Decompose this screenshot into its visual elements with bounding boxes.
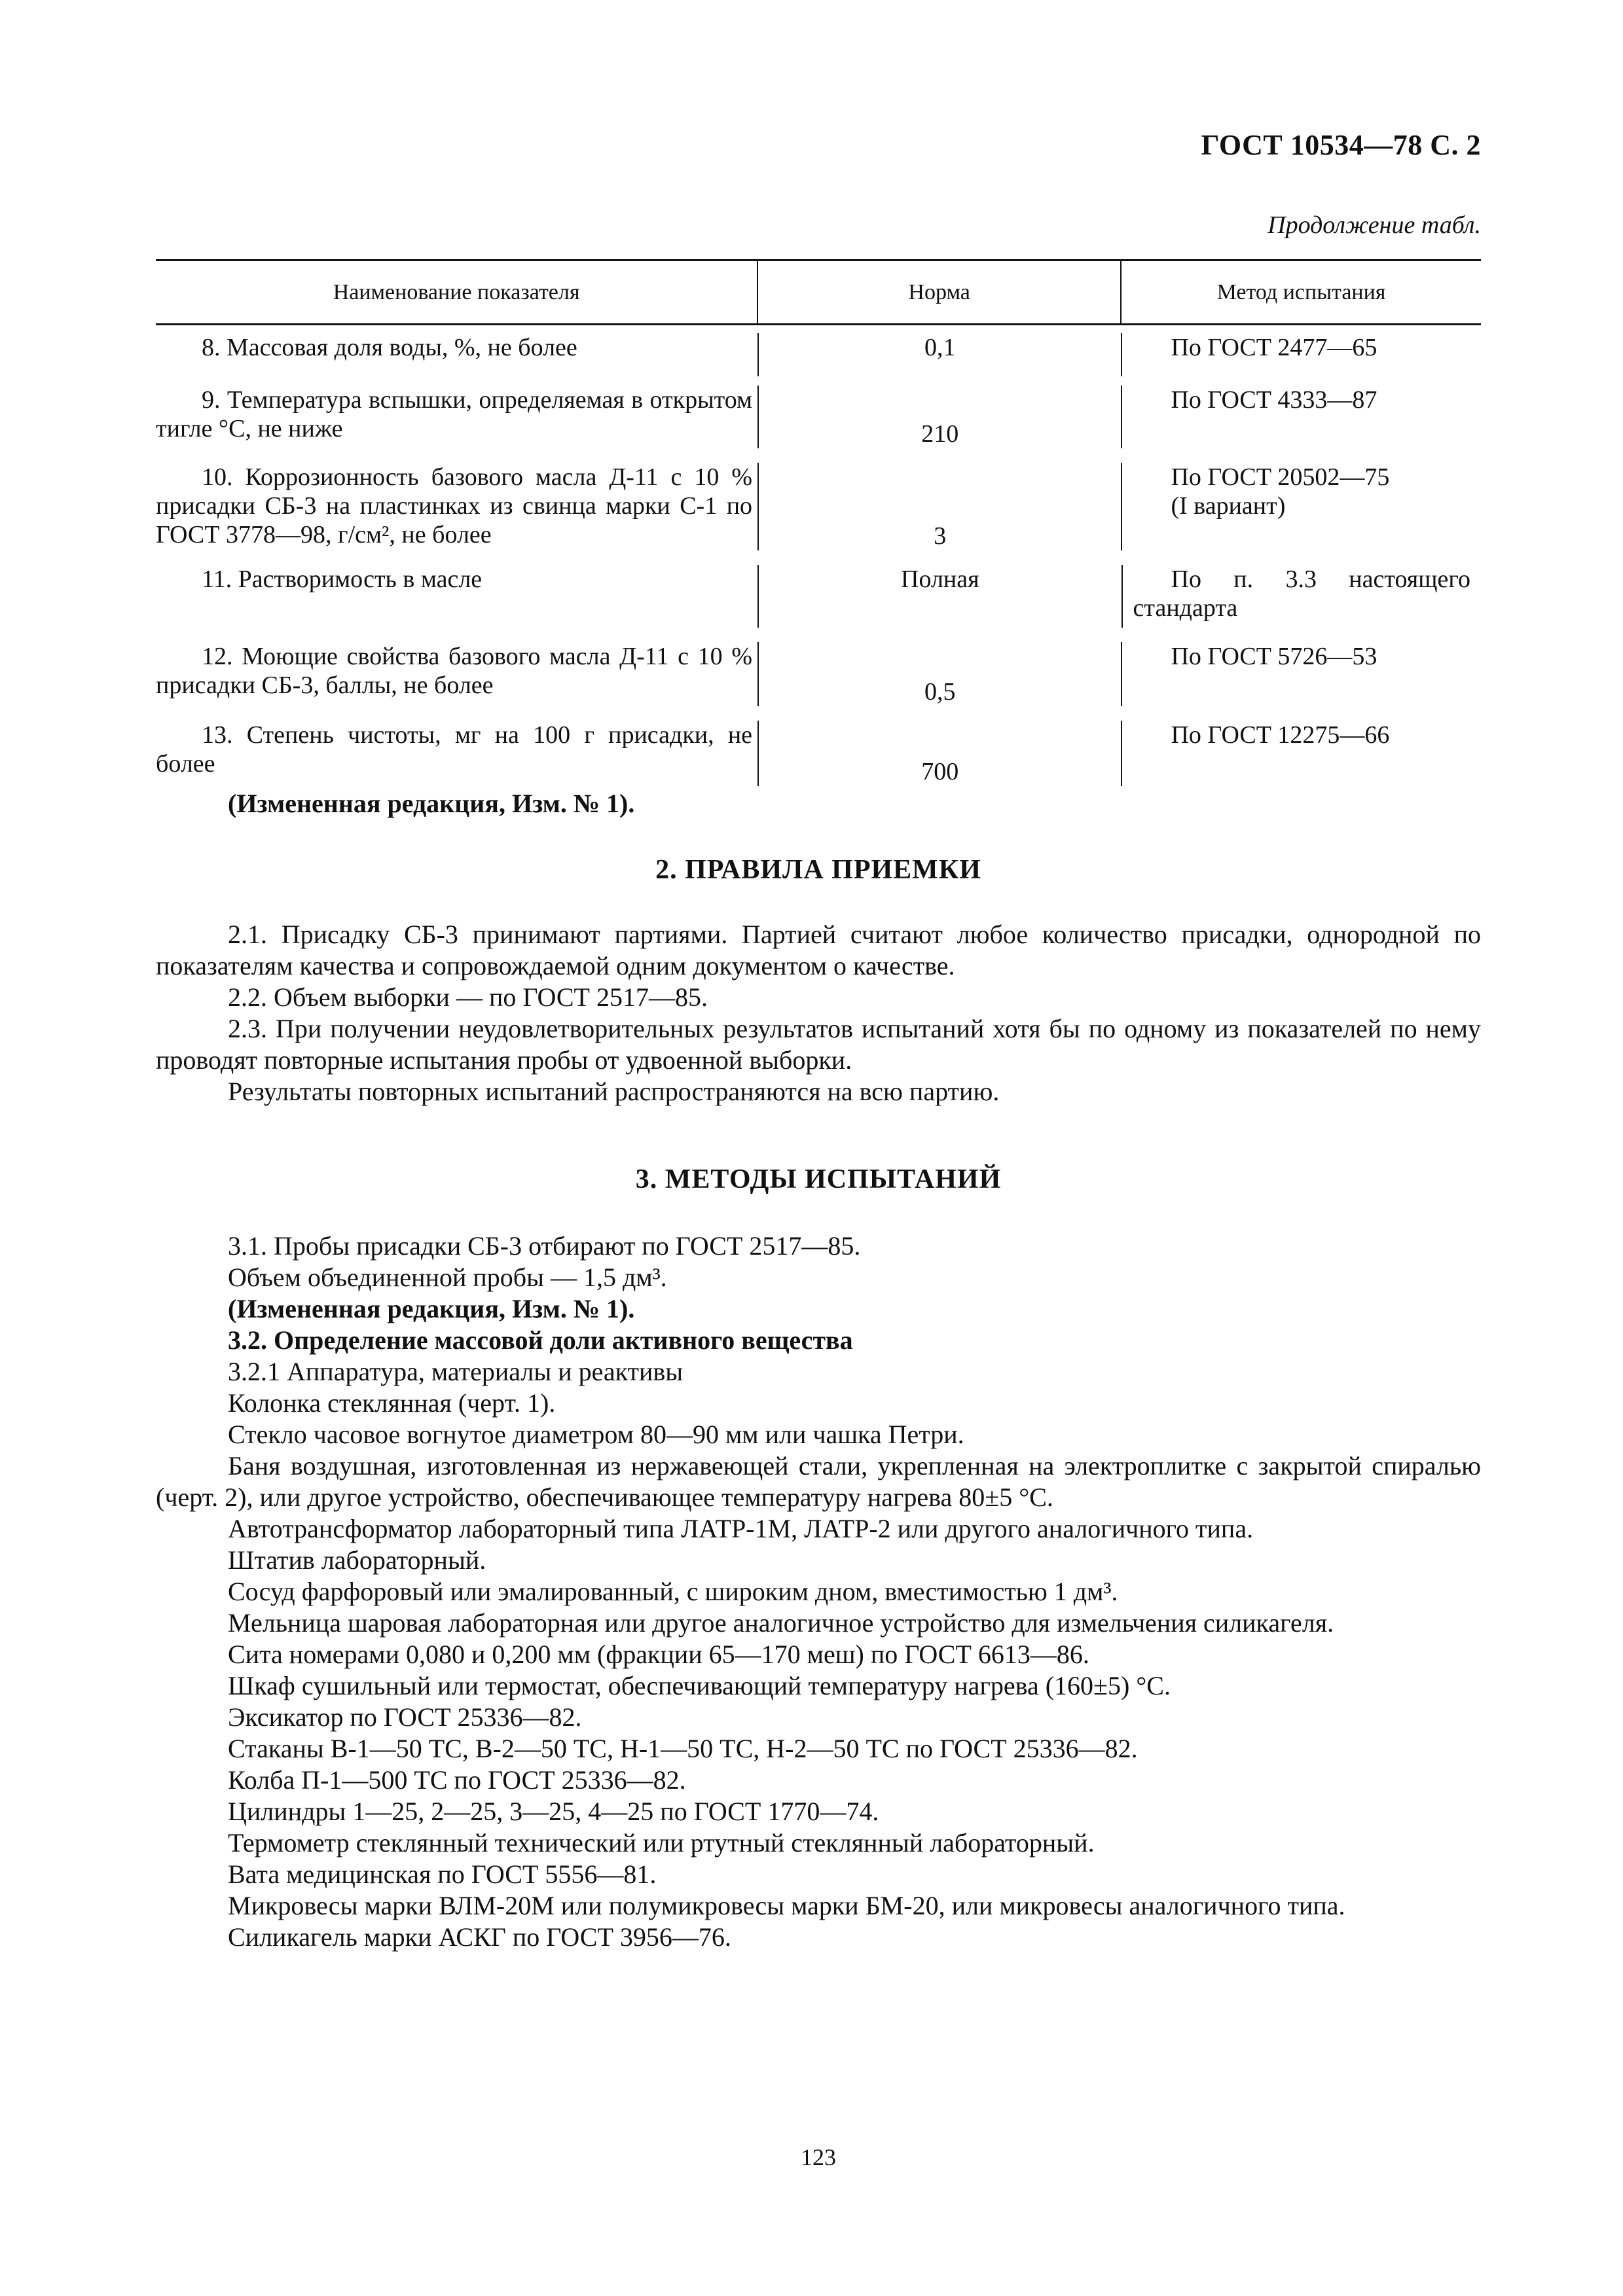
- text-line: Термометр стеклянный технический или ртутный стеклянный лабораторный.: [228, 1828, 1095, 1857]
- table-continuation-label: Продолжение табл.: [1267, 211, 1481, 239]
- row-method: По ГОСТ 4333—87: [1171, 386, 1377, 414]
- text-line: Силикагель марки АСКГ по ГОСТ 3956—76.: [228, 1922, 731, 1952]
- row-name: 9. Температура вспышки, определяемая в открытом тигле °С, не ниже: [156, 386, 753, 442]
- section-3-title: 3. МЕТОДЫ ИСПЫТАНИЙ: [635, 1164, 1002, 1194]
- paragraph-2-2: 2.2. Объем выборки — по ГОСТ 2517—85.: [228, 982, 708, 1012]
- page-number: 123: [801, 2144, 836, 2170]
- text-line: Цилиндры 1—25, 2—25, 3—25, 4—25 по ГОСТ 1770—74.: [228, 1797, 879, 1826]
- text-line: 3.1. Пробы присадки СБ-3 отбирают по ГОСТ 2517—85.: [228, 1231, 861, 1261]
- indicators-table: [156, 259, 1481, 786]
- row-method: По ГОСТ 2477—65: [1171, 334, 1377, 361]
- row-name: 12. Моющие свойства базового масла Д-11 с 10 % присадки СБ-3, баллы, не более: [156, 643, 753, 699]
- text-line: Стекло часовое вогнутое диаметром 80—90 мм или чашка Петри.: [228, 1420, 964, 1449]
- edit-note: (Измененная редакция, Изм. № 1).: [228, 789, 635, 818]
- column-header-method: Метод испытания: [1120, 261, 1481, 323]
- column-header-name: Наименование показателя: [333, 279, 580, 304]
- subsection-heading: 3.2. Определение массовой доли активного вещества: [228, 1325, 853, 1355]
- paragraph-2-1: 2.1. Присадку СБ-3 принимают партиями. Партией считают любое количество присадки, однородной по показателям качества и сопровождаемой одним документом о качестве.: [156, 920, 1481, 980]
- table-header-row: [156, 261, 1481, 325]
- text-line: Автотрансформатор лабораторный типа ЛАТР-1М, ЛАТР-2 или другого аналогичного типа.: [228, 1514, 1254, 1543]
- text-line: Мельница шаровая лабораторная или другое аналогичное устройство для измельчения силикагеля.: [228, 1608, 1334, 1638]
- table-row: [156, 550, 1481, 628]
- text-line: Вата медицинская по ГОСТ 5556—81.: [228, 1859, 657, 1889]
- row-method: По ГОСТ 12275—66: [1171, 721, 1390, 749]
- row-norm: 0,5: [924, 678, 956, 706]
- row-norm: 0,1: [924, 334, 956, 361]
- text-line: Объем объединенной пробы — 1,5 дм³.: [228, 1263, 667, 1292]
- text-line: Штатив лабораторный.: [228, 1545, 486, 1575]
- section-2-title: 2. ПРАВИЛА ПРИЕМКИ: [655, 855, 981, 885]
- column-header-norm: Норма: [757, 261, 1120, 323]
- row-name: 11. Растворимость в масле: [202, 565, 483, 593]
- row-norm: 700: [921, 758, 959, 785]
- row-method: По п. 3.3 настоящего стандарта: [1133, 565, 1470, 622]
- text-line: Эксикатор по ГОСТ 25336—82.: [228, 1702, 582, 1732]
- text-line: Баня воздушная, изготовленная из нержавеющей стали, укрепленная на электроплитке с закрытой спиралью (черт. 2), или другое устройство, обеспечивающее температуру нагрева 80±5 °С.: [156, 1451, 1481, 1512]
- row-norm: 3: [934, 522, 947, 550]
- row-method: По ГОСТ 5726—53: [1171, 643, 1377, 670]
- table-row: [156, 448, 1481, 550]
- row-name: 13. Степень чистоты, мг на 100 г присадки, не более: [156, 721, 753, 778]
- edit-note: (Измененная редакция, Изм. № 1).: [228, 1294, 635, 1323]
- section-3-body: [156, 1230, 1481, 1953]
- row-name: 10. Коррозионность базового масла Д-11 с 10 % присадки СБ-3 на пластинках из свинца марки С-1 по ГОСТ 3778—98, г/см², не более: [156, 463, 753, 548]
- table-row: [156, 628, 1481, 706]
- table-row: [156, 706, 1481, 786]
- row-name: 8. Массовая доля воды, %, не более: [202, 334, 577, 361]
- table-row: [156, 325, 1481, 376]
- text-line: Колба П-1—500 ТС по ГОСТ 25336—82.: [228, 1765, 686, 1795]
- paragraph-2-3: 2.3. При получении неудовлетворительных результатов испытаний хотя бы по одному из показателей по нему проводят повторные испытания пробы от удвоенной выборки.: [156, 1014, 1481, 1075]
- text-line: Шкаф сушильный или термостат, обеспечивающий температуру нагрева (160±5) °С.: [228, 1671, 1171, 1700]
- text-line: Сита номерами 0,080 и 0,200 мм (фракции 65—170 меш) по ГОСТ 6613—86.: [228, 1640, 1089, 1669]
- row-method-variant: (I вариант): [1171, 492, 1286, 520]
- document-page: [156, 0, 1481, 2296]
- text-line: Колонка стеклянная (черт. 1).: [228, 1388, 556, 1418]
- text-line: 3.2.1 Аппаратура, материалы и реактивы: [228, 1357, 684, 1386]
- table-row: [156, 376, 1481, 448]
- text-line: Микровесы марки ВЛМ-20М или полумикровесы марки БМ-20, или микровесы аналогичного типа.: [228, 1891, 1345, 1920]
- text-line: Сосуд фарфоровый или эмалированный, с широким дном, вместимостью 1 дм³.: [228, 1577, 1118, 1606]
- row-method: По ГОСТ 20502—75: [1171, 463, 1390, 491]
- paragraph-2-results: Результаты повторных испытаний распространяются на всю партию.: [228, 1077, 1000, 1106]
- row-norm: Полная: [901, 565, 979, 593]
- row-norm: 210: [921, 420, 959, 448]
- document-header: ГОСТ 10534—78 С. 2: [1201, 129, 1481, 161]
- text-line: Стаканы В-1—50 ТС, В-2—50 ТС, Н-1—50 ТС, Н-2—50 ТС по ГОСТ 25336—82.: [228, 1734, 1138, 1763]
